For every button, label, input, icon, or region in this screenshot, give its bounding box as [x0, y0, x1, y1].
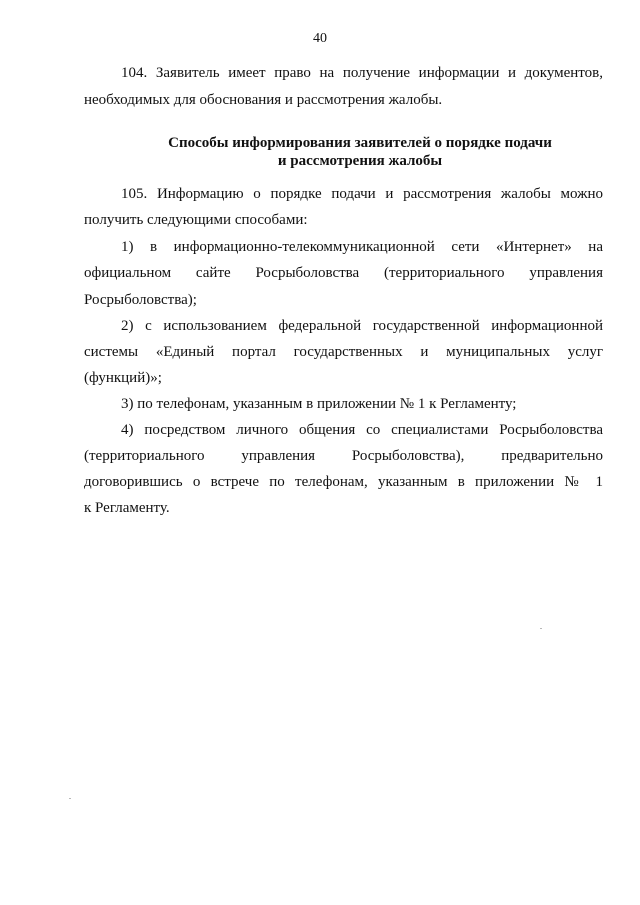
paragraph-104-line-1: 104. Заявитель имеет право на получение информации и документов, [121, 65, 603, 81]
item-4-line-4: к Регламенту. [84, 500, 170, 516]
item-2-line-1: 2) с использованием федеральной государственной информационной [121, 318, 603, 334]
item-3-line-1: 3) по телефонам, указанным в приложении № 1 к Регламенту; [121, 396, 517, 412]
page-number: 40 [313, 31, 327, 46]
item-4-line-1: 4) посредством личного общения со специалистами Росрыболовства [121, 422, 603, 438]
item-4-line-3: договорившись о встрече по телефонам, указанным в приложении № 1 [84, 474, 603, 490]
scan-speck [540, 628, 542, 629]
section-heading-line-1: Способы информирования заявителей о порядке подачи [168, 135, 552, 151]
section-heading-line-2: и рассмотрения жалобы [277, 153, 443, 169]
item-1-line-1: 1) в информационно-телекоммуникационной сети «Интернет» на [121, 239, 603, 255]
item-1-line-3: Росрыболовства); [84, 292, 197, 308]
scan-speck [69, 798, 71, 799]
item-2-line-2: системы «Единый портал государственных и муниципальных услуг [84, 344, 603, 360]
item-4-line-2: (территориального управления Росрыболовства), предварительно [84, 448, 603, 464]
paragraph-105-line-2: получить следующими способами: [84, 212, 308, 228]
item-1-line-2: официальном сайте Росрыболовства (территориального управления [84, 265, 603, 281]
item-2-line-3: (функций)»; [84, 370, 162, 386]
paragraph-105-line-1: 105. Информацию о порядке подачи и рассмотрения жалобы можно [121, 186, 603, 202]
paragraph-104-line-2: необходимых для обоснования и рассмотрения жалобы. [84, 92, 443, 108]
